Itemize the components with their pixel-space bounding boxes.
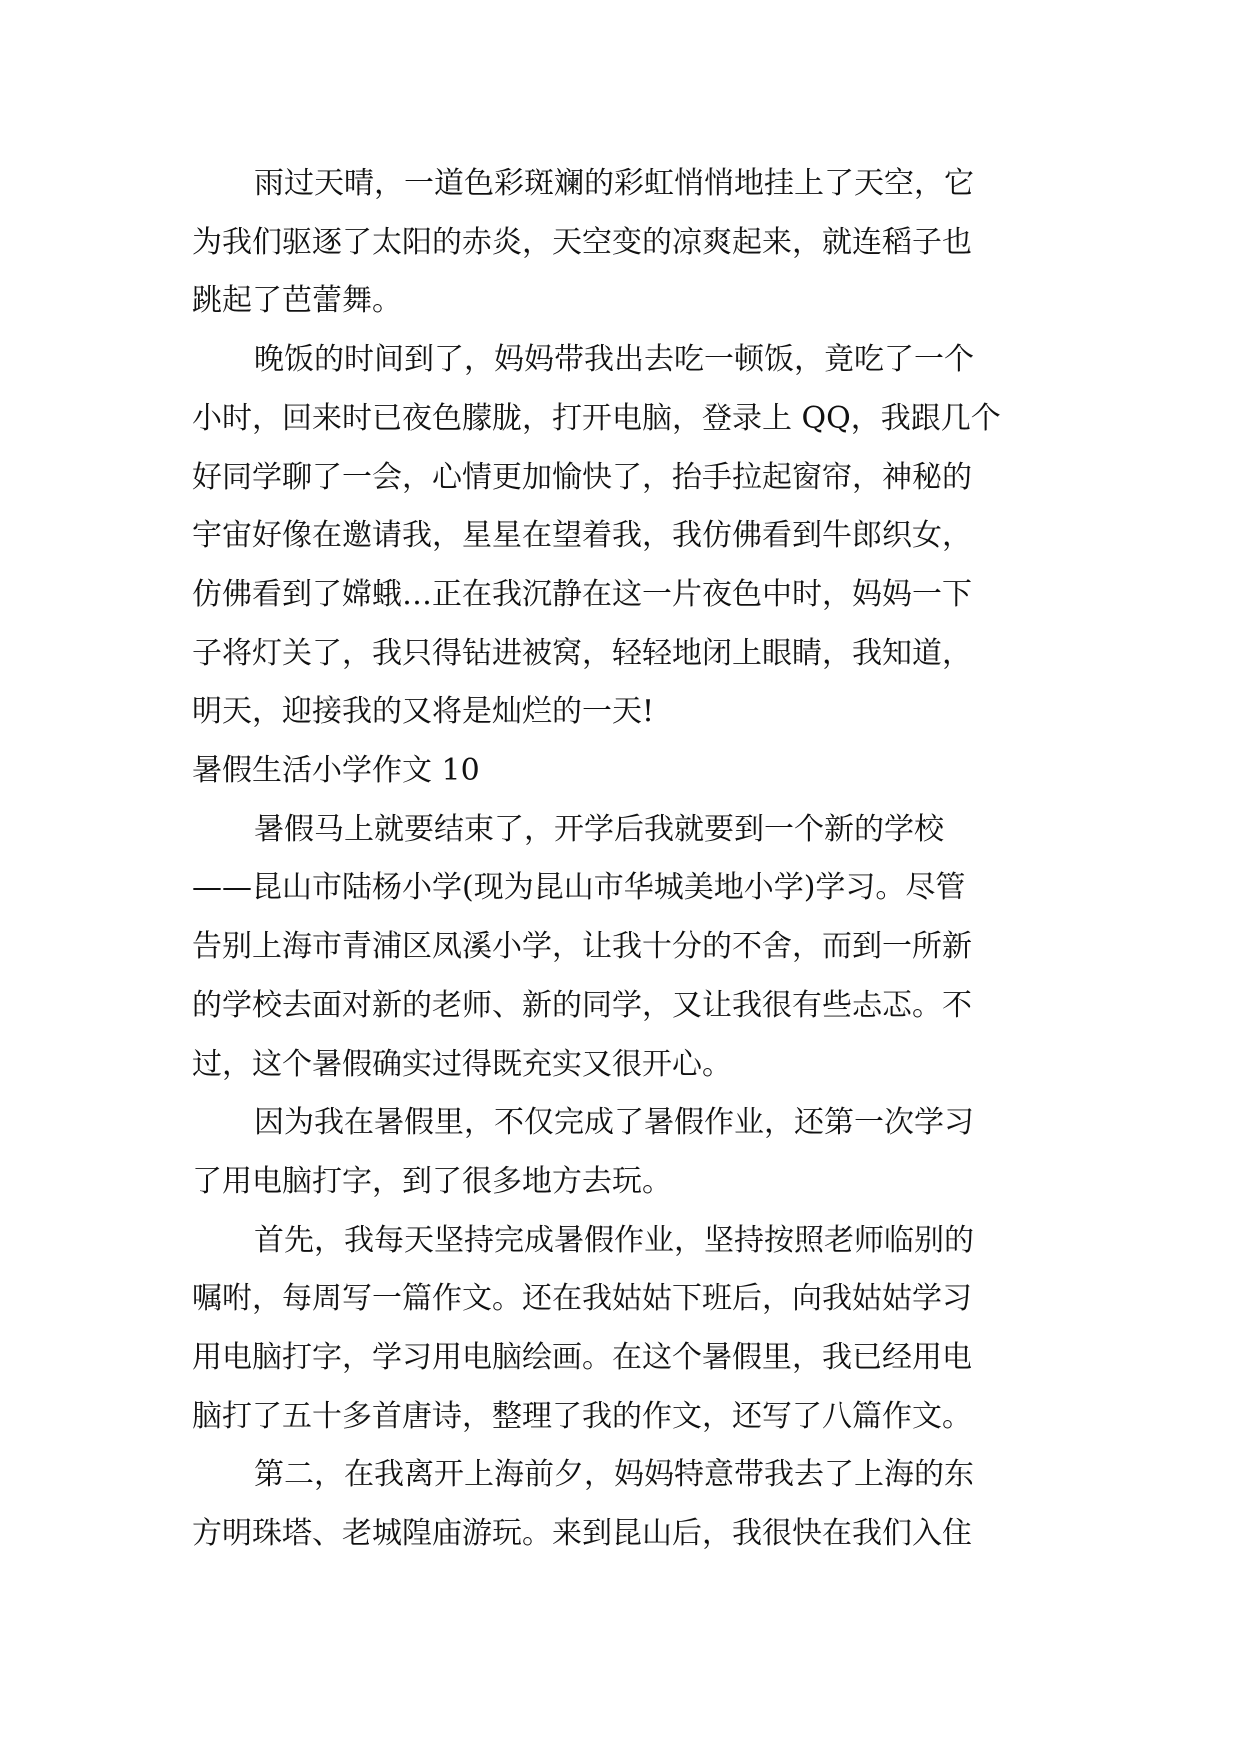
document-page bbox=[192, 155, 1072, 1564]
paragraph-4 bbox=[192, 1094, 1072, 1211]
paragraph-6 bbox=[192, 1446, 1072, 1563]
text-line: 为我们驱逐了太阳的赤炎，天空变的凉爽起来，就连稻子也 bbox=[192, 224, 972, 260]
text-line: 子将灯关了，我只得钻进被窝，轻轻地闭上眼睛，我知道， bbox=[192, 635, 972, 671]
paragraph-3 bbox=[192, 801, 1072, 1095]
text-line: 好同学聊了一会，心情更加愉快了，抬手拉起窗帘，神秘的 bbox=[192, 459, 972, 495]
paragraph-1 bbox=[192, 155, 1072, 331]
text-line: 明天，迎接我的又将是灿烂的一天! bbox=[192, 694, 655, 730]
text-line: 过，这个暑假确实过得既充实又很开心。 bbox=[192, 1046, 732, 1082]
text-line: 跳起了芭蕾舞。 bbox=[192, 283, 402, 319]
text-line: 小时，回来时已夜色朦胧，打开电脑，登录上 QQ，我跟几个 bbox=[192, 400, 1001, 436]
text-line: 脑打了五十多首唐诗，整理了我的作文，还写了八篇作文。 bbox=[192, 1398, 972, 1434]
text-line: 第二，在我离开上海前夕，妈妈特意带我去了上海的东 bbox=[254, 1457, 974, 1493]
text-line: 暑假马上就要结束了，开学后我就要到一个新的学校 bbox=[254, 811, 944, 847]
text-line: 因为我在暑假里，不仅完成了暑假作业，还第一次学习 bbox=[254, 1105, 974, 1141]
text-line: 了用电脑打字，到了很多地方去玩。 bbox=[192, 1163, 672, 1199]
text-line: 的学校去面对新的老师、新的同学，又让我很有些忐忑。不 bbox=[192, 987, 972, 1023]
paragraph-5 bbox=[192, 1212, 1072, 1447]
text-line: 雨过天晴，一道色彩斑斓的彩虹悄悄地挂上了天空，它 bbox=[254, 166, 974, 201]
text-line: 告别上海市青浦区凤溪小学，让我十分的不舍，而到一所新 bbox=[192, 929, 972, 965]
paragraph-2 bbox=[192, 331, 1072, 742]
text-line: 嘱咐，每周写一篇作文。还在我姑姑下班后，向我姑姑学习 bbox=[192, 1281, 972, 1317]
text-line: ——昆山市陆杨小学(现为昆山市华城美地小学)学习。尽管 bbox=[192, 870, 966, 906]
text-line: 方明珠塔、老城隍庙游玩。来到昆山后，我很快在我们入住 bbox=[192, 1516, 972, 1552]
text-line: 用电脑打字，学习用电脑绘画。在这个暑假里，我已经用电 bbox=[192, 1340, 972, 1376]
text-line: 首先，我每天坚持完成暑假作业，坚持按照老师临别的 bbox=[254, 1222, 974, 1258]
text-line: 宇宙好像在邀请我，星星在望着我，我仿佛看到牛郎织女， bbox=[192, 518, 972, 554]
section-heading bbox=[192, 742, 1072, 801]
text-line: 晚饭的时间到了，妈妈带我出去吃一顿饭，竟吃了一个 bbox=[254, 342, 974, 378]
text-line: 仿佛看到了嫦蛾…正在我沉静在这一片夜色中时，妈妈一下 bbox=[192, 576, 972, 612]
heading-text: 暑假生活小学作文 10 bbox=[192, 753, 480, 789]
